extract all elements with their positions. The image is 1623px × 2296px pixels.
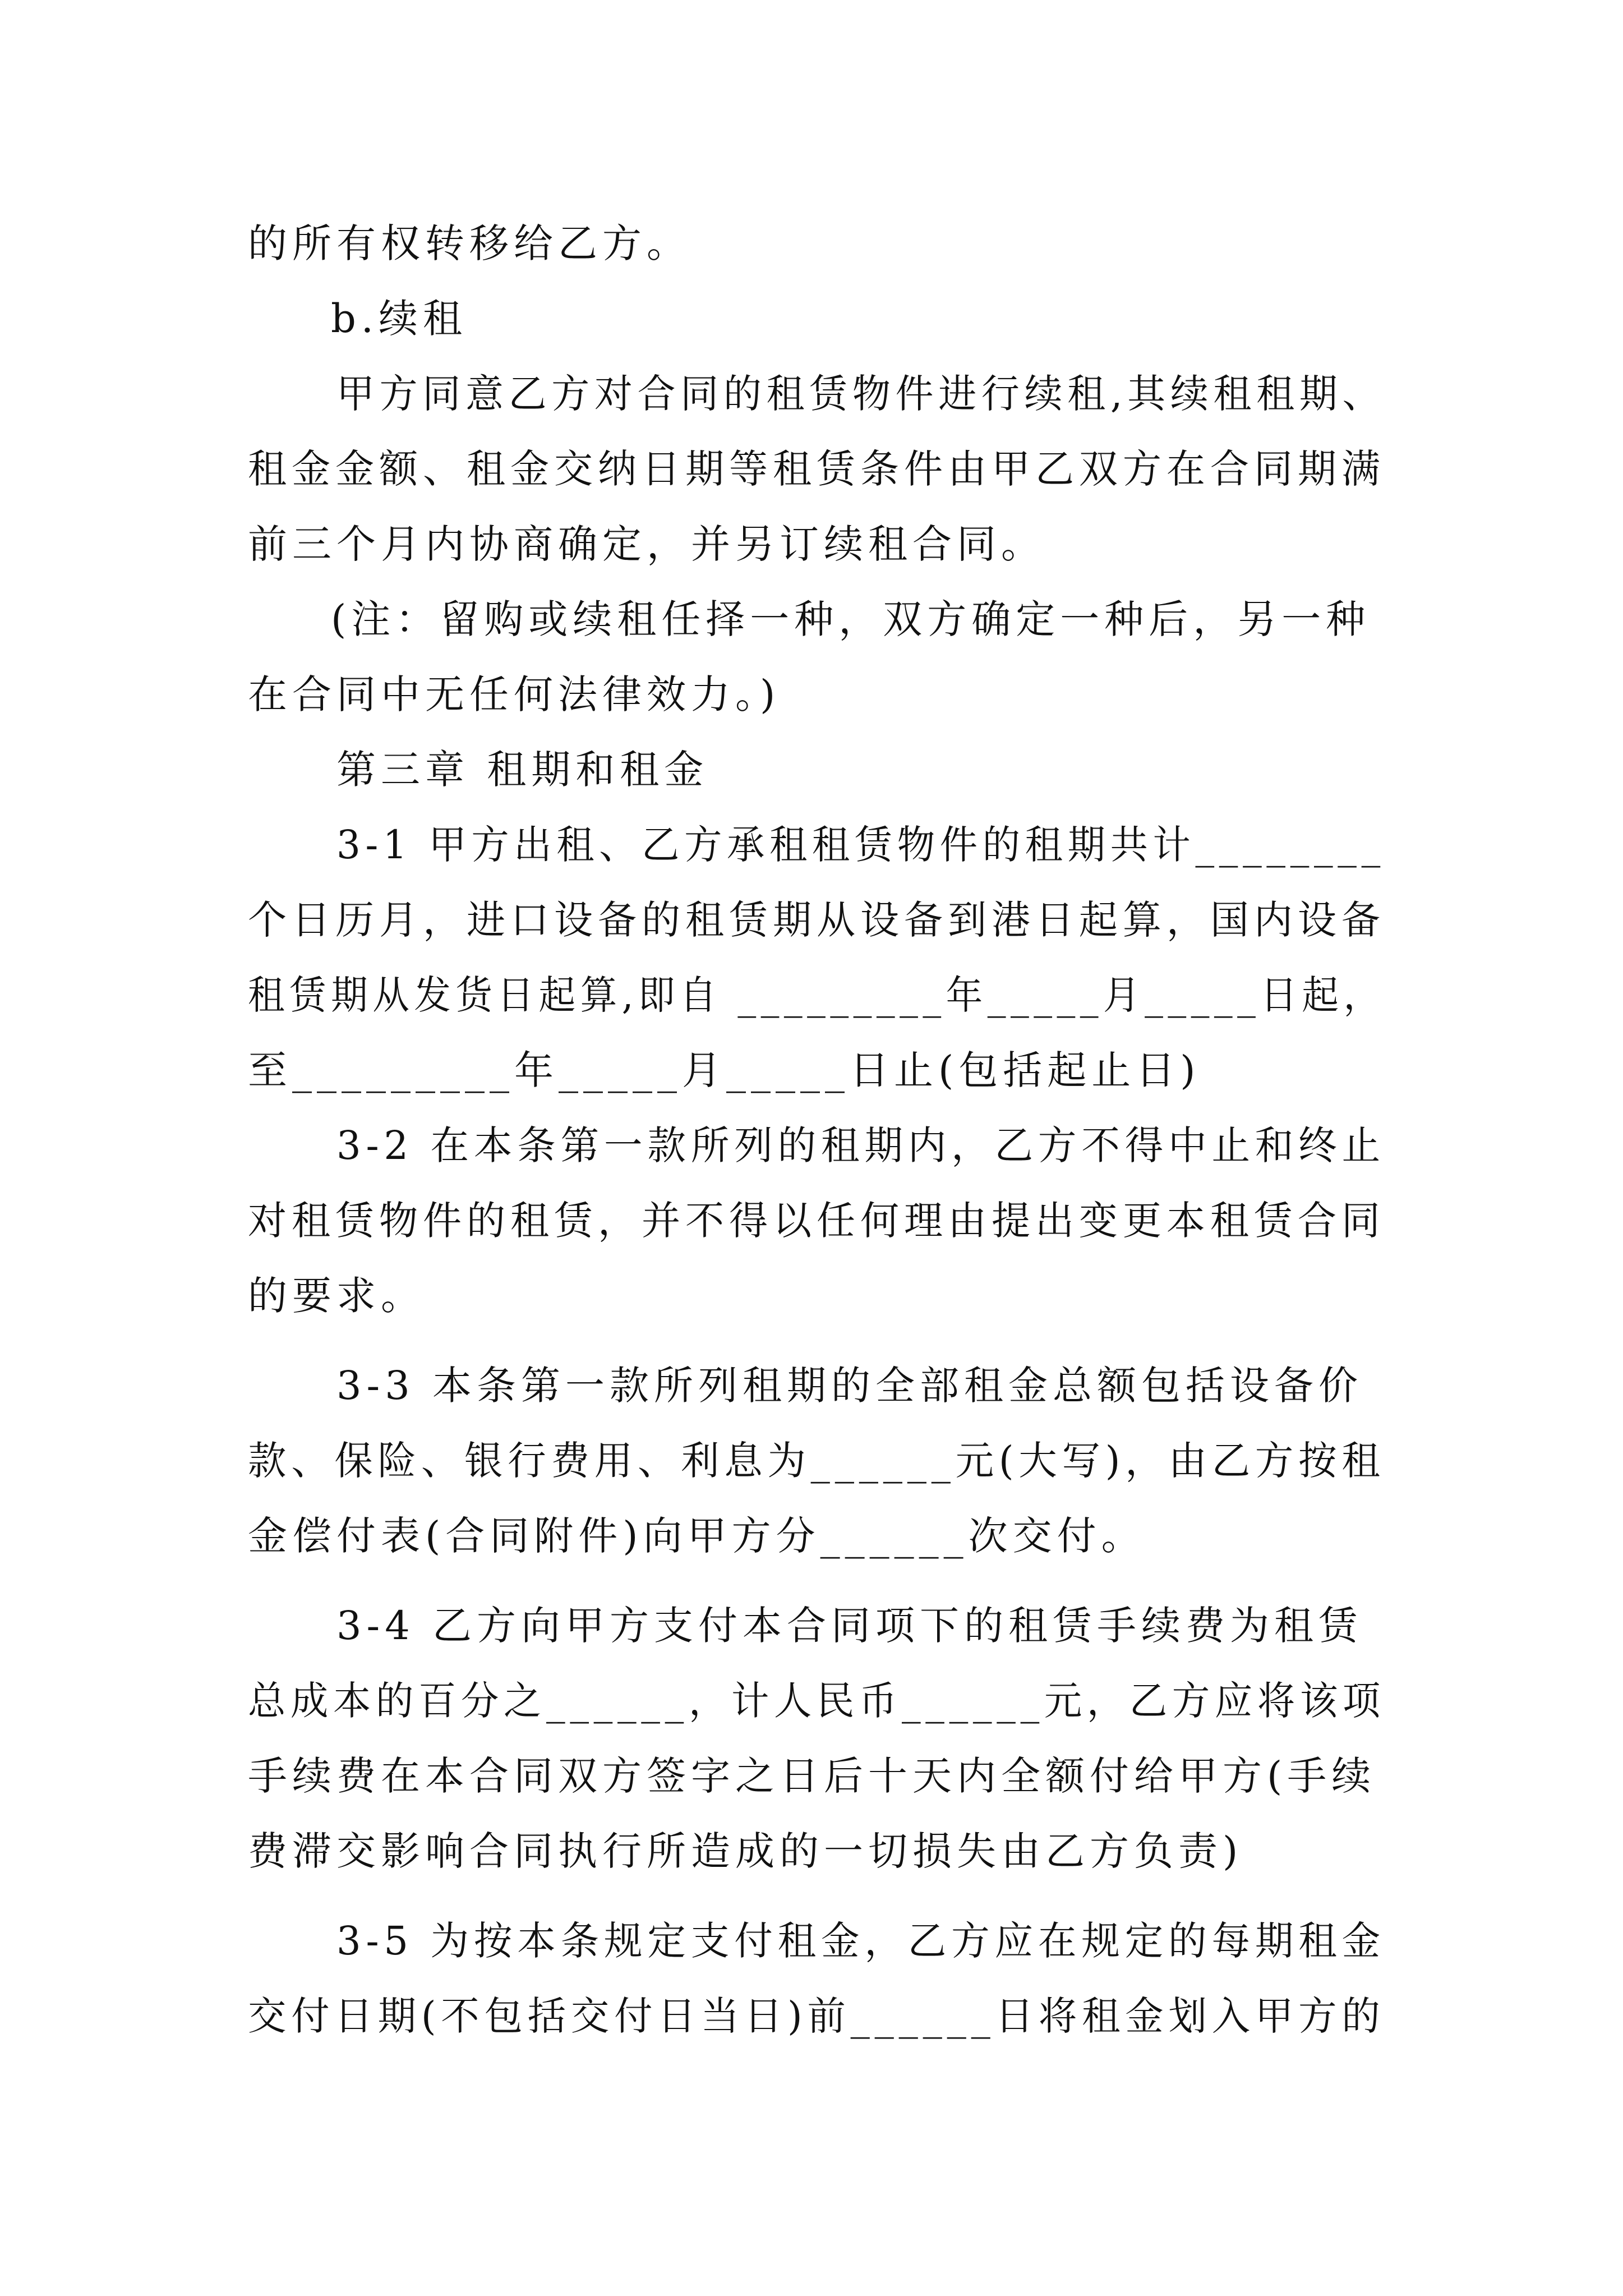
text-line-21: 手续费在本合同双方签字之日后十天内全额付给甲方(手续 — [248, 1753, 1376, 1799]
text-line-15: 的要求。 — [248, 1273, 425, 1319]
text-line-11: 租赁期从发货日起算,即自 _________年_____月_____日起， — [248, 972, 1385, 1018]
text-line-14: 对租赁物件的租赁，并不得以任何理由提出变更本租赁合同 — [248, 1198, 1385, 1244]
text-line-13: 3-2 在本条第一款所列的租期内，乙方不得中止和终止 — [336, 1122, 1386, 1168]
text-line-9: 3-1 甲方出租、乙方承租租赁物件的租期共计________ — [336, 822, 1385, 868]
text-line-23: 3-5 为按本条规定支付租金，乙方应在规定的每期租金 — [336, 1918, 1386, 1964]
section-heading-chapter-3: 第三章 租期和租金 — [336, 747, 709, 793]
text-line-10: 个日历月，进口设备的租赁期从设备到港日起算，国内设备 — [248, 897, 1385, 943]
text-line-2: b.续租 — [331, 296, 468, 342]
text-line-1: 的所有权转移给乙方。 — [248, 220, 691, 266]
text-line-3: 甲方同意乙方对合同的租赁物件进行续租,其续租租期、 — [336, 371, 1386, 417]
text-line-7: 在合同中无任何法律效力。) — [248, 671, 781, 717]
text-line-20: 总成本的百分之______，计人民币______元，乙方应将该项 — [248, 1678, 1385, 1724]
text-line-19: 3-4 乙方向甲方支付本合同项下的租赁手续费为租赁 — [336, 1603, 1363, 1649]
text-line-17: 款、保险、银行费用、利息为______元(大写)，由乙方按租 — [248, 1438, 1385, 1484]
text-line-12: 至_________年_____月_____日止(包括起止日) — [248, 1047, 1201, 1093]
text-line-4: 租金金额、租金交纳日期等租赁条件由甲乙双方在合同期满 — [248, 446, 1385, 492]
text-line-16: 3-3 本条第一款所列租期的全部租金总额包括设备价 — [336, 1363, 1363, 1409]
text-line-6: (注：留购或续租任择一种，双方确定一种后，另一种 — [331, 596, 1371, 642]
text-line-22: 费滞交影响合同执行所造成的一切损失由乙方负责) — [248, 1828, 1243, 1874]
text-line-24: 交付日期(不包括交付日当日)前______日将租金划入甲方的 — [248, 1993, 1385, 2039]
text-line-18: 金偿付表(合同附件)向甲方分______次交付。 — [248, 1513, 1146, 1559]
text-line-5: 前三个月内协商确定，并另订续租合同。 — [248, 521, 1045, 567]
